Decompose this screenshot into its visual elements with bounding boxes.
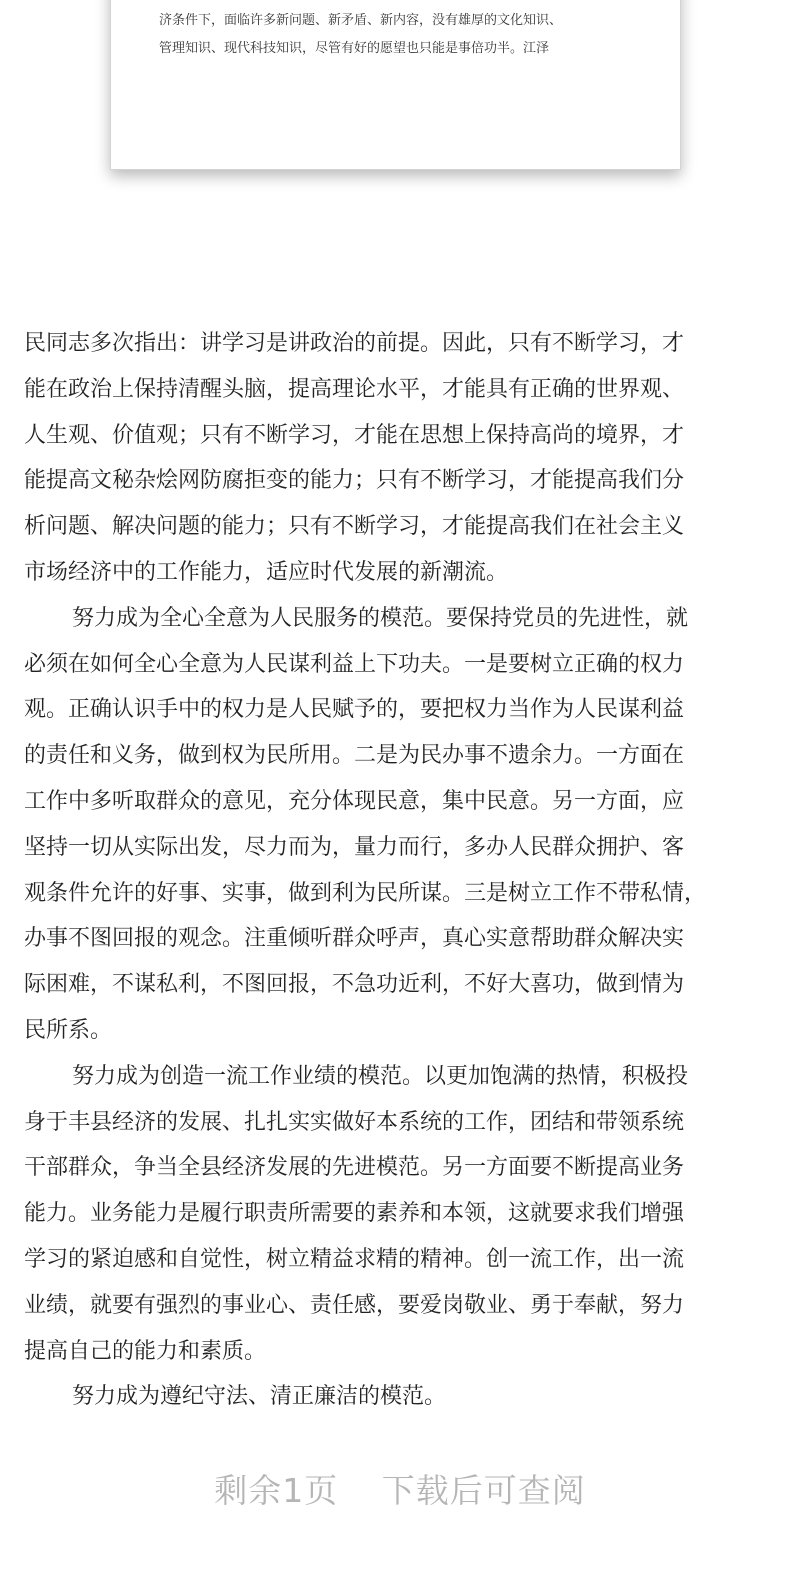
document-body — [24, 321, 800, 1420]
document-line: 工作中多听取群众的意见，充分体现民意，集中民意。另一方面，应 — [24, 788, 685, 814]
page-preview-card — [110, 0, 681, 170]
document-line: 观条件允许的好事、实事，做到利为民所谋。三是树立工作不带私情， — [24, 880, 707, 906]
document-line: 能提高文秘杂烩网防腐拒变的能力；只有不断学习，才能提高我们分 — [24, 468, 685, 494]
document-line: 民同志多次指出：讲学习是讲政治的前提。因此，只有不断学习，才 — [24, 331, 685, 356]
document-line: 努力成为遵纪守法、清正廉洁的模范。 — [72, 1384, 447, 1410]
preview-line: 济条件下，面临许多新问题、新矛盾、新内容，没有雄厚的文化知识、 — [159, 13, 563, 28]
document-line: 观。正确认识手中的权力是人民赋予的，要把权力当作为人民谋利益 — [24, 697, 685, 723]
document-line: 能力。业务能力是履行职责所需要的素养和本领，这就要求我们增强 — [24, 1201, 685, 1227]
document-line: 学习的紧迫感和自觉性，树立精益求精的精神。创一流工作，出一流 — [24, 1246, 685, 1272]
document-line: 际困难，不谋私利，不图回报，不急功近利，不好大喜功，做到情为 — [24, 972, 685, 998]
preview-line: 管理知识、现代科技知识，尽管有好的愿望也只能是事倍功半。江泽 — [159, 41, 550, 56]
document-line: 必须在如何全心全意为人民谋利益上下功夫。一是要树立正确的权力 — [24, 651, 685, 677]
document-line: 努力成为创造一流工作业绩的模范。以更加饱满的热情，积极投 — [72, 1063, 689, 1089]
document-line: 干部群众，争当全县经济发展的先进模范。另一方面要不断提高业务 — [24, 1155, 685, 1181]
document-line: 能在政治上保持清醒头脑，提高理论水平，才能具有正确的世界观、 — [24, 376, 685, 402]
download-to-view-label: 下载后可查阅 — [381, 1471, 586, 1510]
document-line: 努力成为全心全意为人民服务的模范。要保持党员的先进性，就 — [72, 605, 689, 631]
document-line: 人生观、价值观；只有不断学习，才能在思想上保持高尚的境界，才 — [24, 422, 685, 448]
document-line: 坚持一切从实际出发，尽力而为，量力而行，多办人民群众拥护、客 — [24, 834, 685, 860]
document-line: 市场经济中的工作能力，适应时代发展的新潮流。 — [24, 559, 509, 585]
download-prompt[interactable] — [0, 1465, 800, 1512]
document-line: 业绩，就要有强烈的事业心、责任感，要爱岗敬业、勇于奉献，努力 — [24, 1292, 685, 1318]
document-line: 办事不图回报的观念。注重倾听群众呼声，真心实意帮助群众解决实 — [24, 926, 685, 952]
document-line: 析问题、解决问题的能力；只有不断学习，才能提高我们在社会主义 — [24, 514, 685, 540]
document-line: 身于丰县经济的发展、扎扎实实做好本系统的工作，团结和带领系统 — [24, 1109, 685, 1135]
document-line: 提高自己的能力和素质。 — [24, 1338, 267, 1364]
remaining-pages-label: 剩余1页 — [214, 1471, 339, 1510]
preview-text — [159, 7, 659, 63]
document-line: 民所系。 — [24, 1017, 113, 1043]
document-line: 的责任和义务，做到权为民所用。二是为民办事不遗余力。一方面在 — [24, 743, 685, 769]
